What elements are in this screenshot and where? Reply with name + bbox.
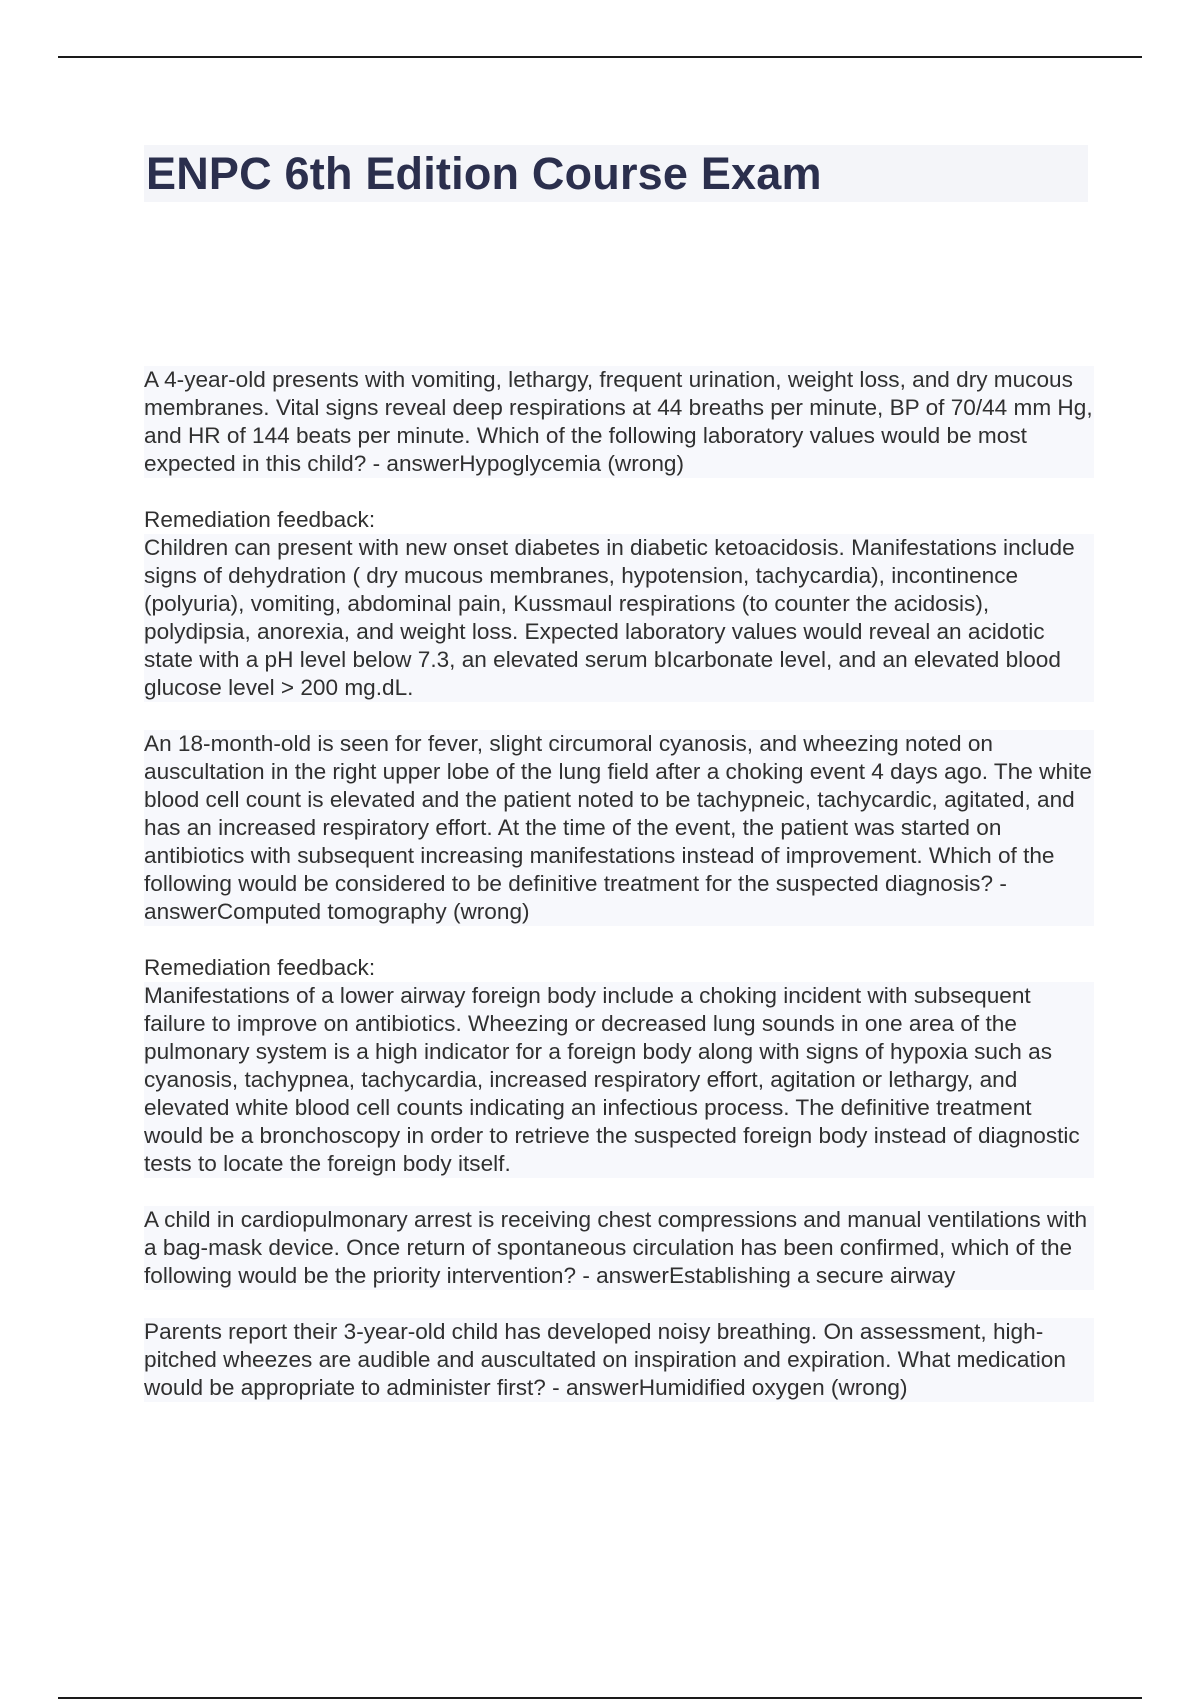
question-text: An 18-month-old is seen for fever, slight circumoral cyanosis, and wheezing noted on auscultation in the right upper lobe of the lung field after a choking event 4 days ago. The white blood cell count is elevated and the patient noted to be tachypneic, tachycardic, agitated, and has an increased respiratory effort. At the time of the event, the patient was started on antibiotics with subsequent increasing manifestations instead of improvement. Which of the following would be considered to be definitive treatment for the suspected diagnosis? - answerComputed tomography (wrong): [144, 730, 1094, 926]
document-title: ENPC 6th Edition Course Exam: [146, 148, 822, 199]
question-block: [144, 1206, 1094, 1290]
top-rule: [58, 56, 1142, 58]
question-text: Parents report their 3-year-old child has developed noisy breathing. On assessment, high-pitched wheezes are audible and auscultated on inspiration and expiration. What medication would be appropriate to administer first? - answerHumidified oxygen (wrong): [144, 1318, 1094, 1402]
feedback-block: [144, 506, 1094, 702]
feedback-text: Manifestations of a lower airway foreign body include a choking incident with subsequent failure to improve on antibiotics. Wheezing or decreased lung sounds in one area of the pulmonary system is a high indicator for a foreign body along with signs of hypoxia such as cyanosis, tachypnea, tachycardia, increased respiratory effort, agitation or lethargy, and elevated white blood cell counts indicating an infectious process. The definitive treatment would be a bronchoscopy in order to retrieve the suspected foreign body instead of diagnostic tests to locate the foreign body itself.: [144, 982, 1094, 1178]
question-block: [144, 730, 1094, 926]
question-text: A child in cardiopulmonary arrest is receiving chest compressions and manual ventilations with a bag-mask device. Once return of spontaneous circulation has been confirmed, which of the following would be the priority intervention? - answerEstablishing a secure airway: [144, 1206, 1094, 1290]
feedback-label: Remediation feedback:: [144, 507, 376, 532]
bottom-rule: [58, 1697, 1142, 1699]
document-body: [144, 366, 1094, 1430]
feedback-block: [144, 954, 1094, 1178]
question-block: [144, 1318, 1094, 1402]
feedback-label: Remediation feedback:: [144, 955, 376, 980]
question-text: A 4-year-old presents with vomiting, lethargy, frequent urination, weight loss, and dry mucous membranes. Vital signs reveal deep respirations at 44 breaths per minute, BP of 70/44 mm Hg, and HR of 144 beats per minute. Which of the following laboratory values would be most expected in this child? - answerHypoglycemia (wrong): [144, 367, 1093, 476]
question-block: [144, 366, 1094, 478]
feedback-text: Children can present with new onset diabetes in diabetic ketoacidosis. Manifestations include signs of dehydration ( dry mucous membranes, hypotension, tachycardia), incontinence (polyuria), vomiting, abdominal pain, Kussmaul respirations (to counter the acidosis), polydipsia, anorexia, and weight loss. Expected laboratory values would reveal an acidotic state with a pH level below 7.3, an elevated serum bIcarbonate level, and an elevated blood glucose level > 200 mg.dL.: [144, 534, 1094, 702]
